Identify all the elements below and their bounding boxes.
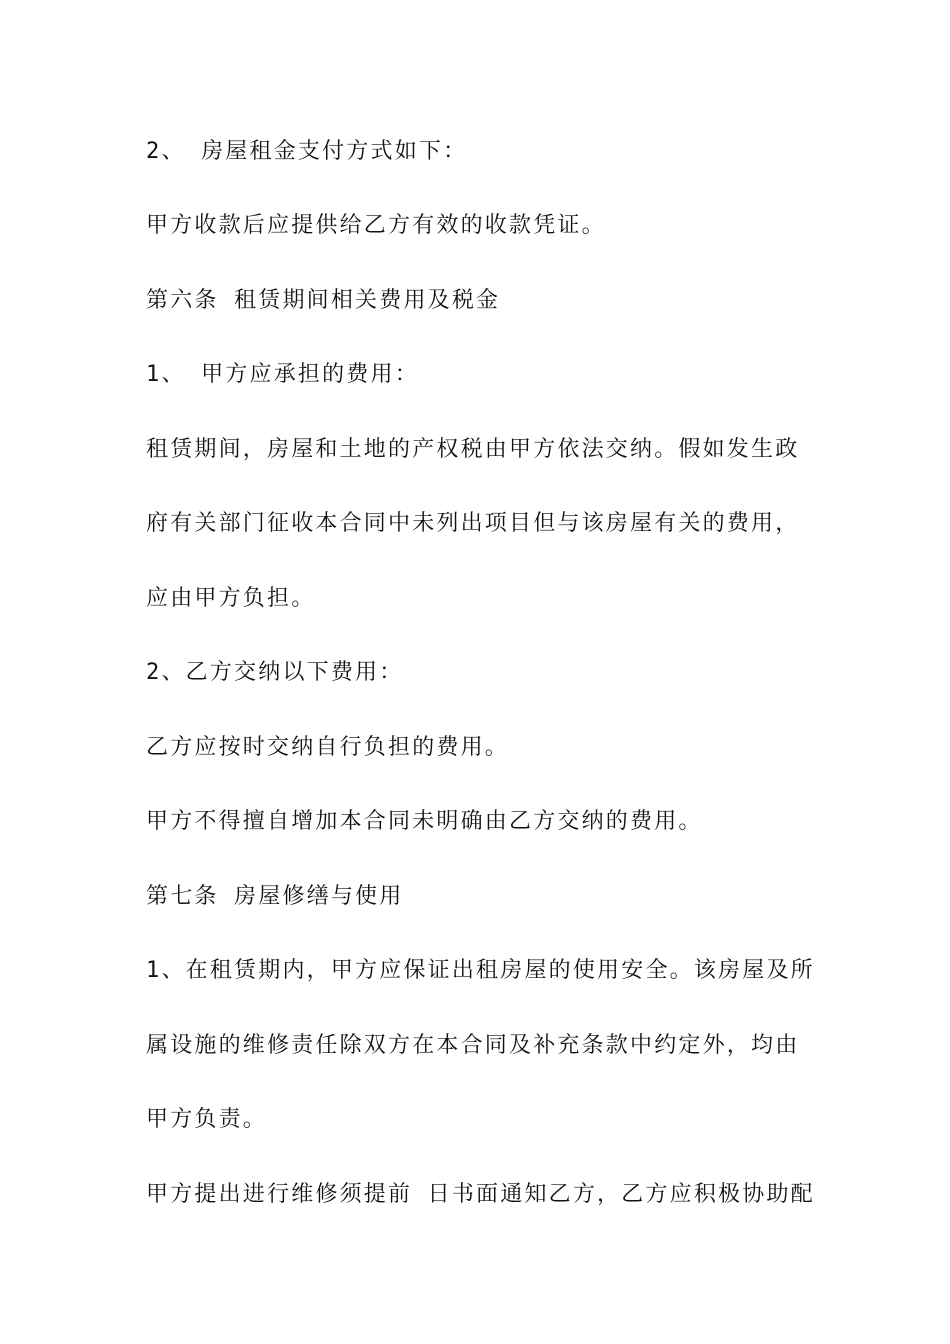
- clause-landlord-costs: 1、 甲方应承担的费用：: [146, 362, 419, 387]
- article-7-heading: 第七条 房屋修缮与使用: [146, 884, 404, 909]
- article-6-heading: 第六条 租赁期间相关费用及税金: [146, 288, 501, 313]
- clause-tenant-costs: 2、乙方交纳以下费用：: [146, 660, 404, 685]
- text-no-extra-charges: 甲方不得擅自增加本合同未明确由乙方交纳的费用。: [146, 809, 703, 834]
- paragraph-property-tax-line-2: 府有关部门征收本合同中未列出项目但与该房屋有关的费用，: [146, 511, 800, 536]
- paragraph-property-tax-line-3: 应由甲方负担。: [146, 586, 316, 611]
- paragraph-repair-line-1: 1、在租赁期内，甲方应保证出租房屋的使用安全。该房屋及所: [146, 958, 815, 983]
- paragraph-repair-line-2: 属设施的维修责任除双方在本合同及补充条款中约定外，均由: [146, 1033, 800, 1058]
- clause-rent-payment-method: 2、 房屋租金支付方式如下：: [146, 139, 468, 164]
- paragraph-repair-notice: 甲方提出进行维修须提前 日书面通知乙方，乙方应积极协助配: [146, 1182, 815, 1207]
- paragraph-property-tax-line-1: 租赁期间，房屋和土地的产权税由甲方依法交纳。假如发生政: [146, 437, 800, 462]
- text-receipt-voucher: 甲方收款后应提供给乙方有效的收款凭证。: [146, 213, 606, 238]
- paragraph-repair-line-3: 甲方负责。: [146, 1107, 268, 1132]
- text-tenant-pay-on-time: 乙方应按时交纳自行负担的费用。: [146, 735, 510, 760]
